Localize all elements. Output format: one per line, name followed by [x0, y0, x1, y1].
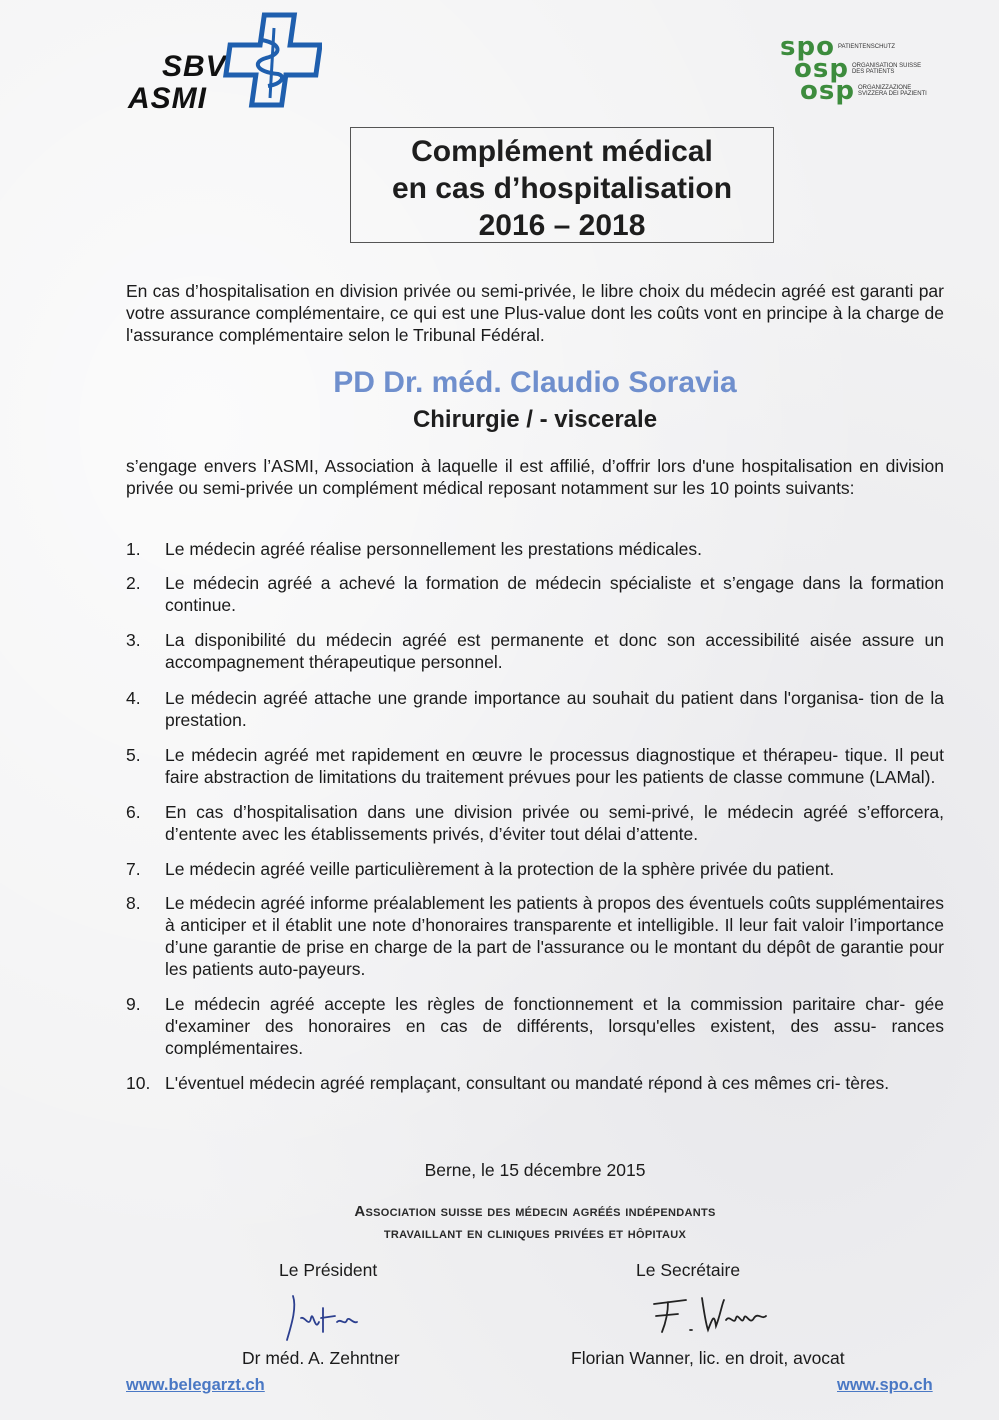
sbv-asmi-logo: [122, 10, 322, 115]
association-line-1: Association suisse des médecin agréés indépendants: [354, 1203, 716, 1220]
point-text: Le médecin agréé a achevé la formation de médecin spécialiste et s’engage dans la formation continue.: [165, 573, 944, 615]
belegarzt-link[interactable]: www.belegarzt.ch: [126, 1376, 265, 1394]
logo-sbv-text: SBV: [162, 50, 227, 83]
president-name: Dr méd. A. Zehntner: [242, 1348, 400, 1368]
list-item: [126, 858, 944, 880]
logo-asmi-text: ASMI: [128, 82, 207, 115]
title-line-3: 2016 – 2018: [478, 209, 646, 242]
point-number: 1.: [126, 539, 141, 559]
point-number: 10.: [126, 1073, 151, 1093]
point-text: Le médecin agréé met rapidement en œuvre le processus diagnostique et thérapeu- tique. Il peut faire abstraction de limitations du traitement prévues pour les patients de classe commune (LAMal).: [165, 745, 944, 787]
point-number: 4.: [126, 688, 141, 708]
logo-abbr: spo: [780, 32, 835, 62]
logo-abbr: osp: [800, 76, 855, 106]
secretary-signature: [650, 1290, 780, 1340]
point-number: 8.: [126, 893, 141, 913]
doctor-name: PD Dr. méd. Claudio Soravia: [333, 366, 737, 399]
secretary-role: Le Secrétaire: [636, 1260, 741, 1280]
association-line-2: travaillant en cliniques privées et hôpitaux: [383, 1225, 687, 1242]
spo-link[interactable]: www.spo.ch: [837, 1376, 933, 1394]
title-line-2: en cas d’hospitalisation: [391, 172, 733, 205]
title-line-1: Complément médical: [411, 135, 713, 168]
point-text: Le médecin agréé informe préalablement les patients à propos des éventuels coûts supplémentaires à anticiper et il établit une note d’honoraires transparente et intelligible. Il leur fait valoir l’importance d’une garantie de prise en charge de la part de l'assurance ou le montant du dépôt de garantie pour les patients auto-payeurs.: [165, 893, 944, 979]
point-number: 5.: [126, 745, 141, 765]
point-text: Le médecin agréé veille particulièrement à la protection de la sphère privée du patient.: [165, 859, 835, 879]
list-item: [126, 1072, 944, 1094]
point-text: Le médecin agréé accepte les règles de fonctionnement et la commission paritaire char- gée d'examiner des honoraires en cas de différents, lorsqu'elles existent, des assu- rances complémentaires.: [165, 994, 944, 1058]
secretary-name: Florian Wanner, lic. en droit, avocat: [571, 1348, 845, 1368]
swiss-cross-caduceus-icon: [222, 10, 322, 110]
president-signature: [283, 1288, 383, 1348]
president-role: Le Président: [279, 1260, 378, 1280]
point-text: L'éventuel médecin agréé remplaçant, consultant ou mandaté répond à ces mêmes cri- tères.: [165, 1073, 890, 1093]
place-date: Berne, le 15 décembre 2015: [424, 1160, 646, 1180]
commitment-paragraph: s’engage envers l’ASMI, Association à laquelle il est affilié, d’offrir lors d'une hospitalisation en division privée ou semi-privée un complément médical reposant notamment sur les 10 points suivants:: [126, 456, 944, 498]
logo-label: ORGANIZZAZIONE SVIZZERA DEI PAZIENTI: [857, 85, 927, 97]
logo-label: PATIENTENSCHUTZ: [837, 44, 896, 50]
point-number: 7.: [126, 859, 141, 879]
point-text: Le médecin agréé attache une grande importance au souhait du patient dans l'organisa- tion de la prestation.: [165, 688, 944, 730]
list-item: [126, 538, 944, 560]
point-number: 2.: [126, 573, 141, 593]
list-item: [126, 801, 944, 845]
commitment-points-list: [126, 538, 944, 1094]
logo-abbr: osp: [794, 54, 849, 84]
doctor-specialty: Chirurgie / - viscerale: [412, 406, 658, 433]
logo-label: ORGANISATION SUISSE DES PATIENTS: [851, 63, 922, 75]
logo-row-osp-it: [800, 76, 933, 106]
list-item: [126, 572, 944, 616]
point-text: Le médecin agréé réalise personnellement les prestations médicales.: [165, 539, 702, 559]
list-item: [126, 892, 944, 980]
point-number: 3.: [126, 630, 141, 650]
point-number: 6.: [126, 802, 141, 822]
point-number: 9.: [126, 994, 141, 1014]
association-name: [126, 1201, 944, 1245]
intro-paragraph: En cas d’hospitalisation en division privée ou semi-privée, le libre choix du médecin agréé est garanti par votre assurance complémentaire, ce qui est une Plus-value dont les coûts vont en principe à la charge de l'assurance complémentaire selon le Tribunal Fédéral.: [126, 281, 944, 345]
list-item: [126, 629, 944, 673]
document-title-box: [350, 127, 774, 243]
list-item: [126, 687, 944, 731]
spo-osp-logo: [780, 32, 950, 106]
list-item: [126, 993, 944, 1059]
list-item: [126, 744, 944, 788]
point-text: La disponibilité du médecin agréé est permanente et donc son accessibilité aisée assure un accompagnement thérapeutique personnel.: [165, 630, 944, 672]
point-text: En cas d’hospitalisation dans une division privée ou semi-privé, le médecin agréé s’efforcera, d’entente avec les établissements privés, d’éviter tout délai d’attente.: [165, 802, 944, 844]
